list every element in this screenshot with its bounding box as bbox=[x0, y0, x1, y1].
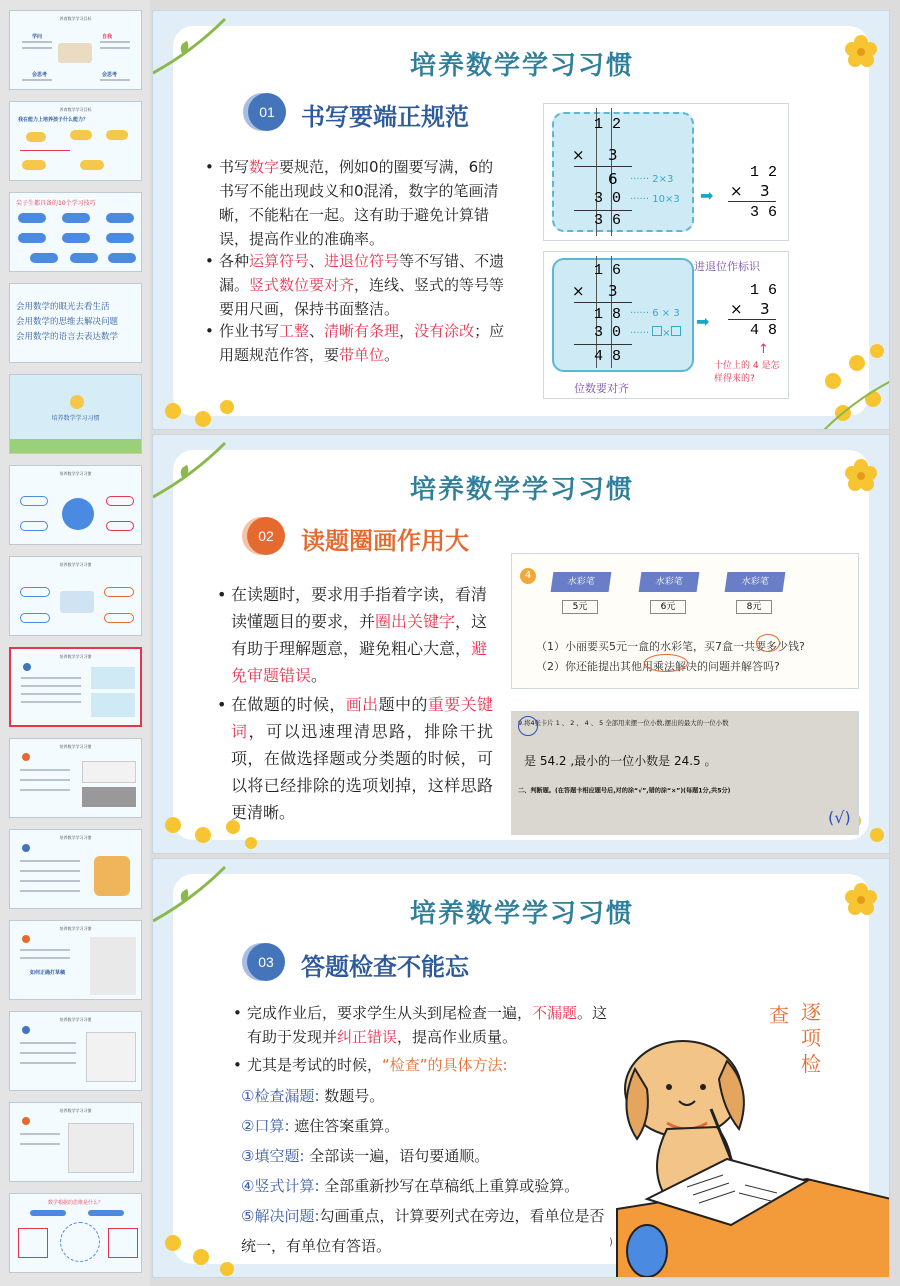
body-text: 完成作业后，要求学生从头到尾检查一遍， bbox=[247, 1004, 533, 1022]
method-item: ③填空题: 全部读一遍，语句要通顺。 bbox=[241, 1147, 490, 1165]
slide-title: 培养数学学习习惯 bbox=[409, 899, 634, 929]
calc-digit: 3 6 bbox=[750, 204, 778, 221]
check-methods-list bbox=[241, 1081, 609, 1261]
circle-mark bbox=[756, 634, 780, 652]
problem-question: （2）你还能提出其他用乘法解决的问题并解答吗? bbox=[536, 660, 780, 673]
thumb-title: 尖子生都具备的10个学习技巧 bbox=[16, 200, 96, 207]
calc-digit: 3 bbox=[608, 146, 618, 164]
section-number-badge: 01 bbox=[248, 93, 286, 131]
textbook-problem-image bbox=[511, 553, 859, 689]
body-text: 作业书写 bbox=[219, 322, 280, 340]
slide-thumbnail-3[interactable] bbox=[9, 192, 142, 272]
arrow-right-icon: ➡ bbox=[696, 312, 710, 331]
highlighted-text: 纠正错误 bbox=[337, 1028, 398, 1046]
thumb-label: 学问 bbox=[32, 34, 43, 40]
slide-2[interactable] bbox=[152, 434, 890, 854]
slide-thumbnail-1[interactable] bbox=[9, 10, 142, 90]
slide-thumbnail-5[interactable] bbox=[9, 374, 142, 454]
body-text: ， bbox=[399, 322, 415, 340]
thumb-label: 会思考 bbox=[32, 72, 48, 78]
price-tag: 6元 bbox=[650, 600, 686, 614]
thumb-label: 如何正确打草稿 bbox=[30, 970, 66, 976]
slide-thumbnail-panel bbox=[0, 0, 150, 1286]
slide-thumbnail-2[interactable] bbox=[9, 101, 142, 181]
section-number-badge: 02 bbox=[247, 517, 285, 555]
calc-digit: 1 6 bbox=[750, 282, 778, 299]
body-text: 在做题的时候， bbox=[231, 695, 346, 714]
thumb-label: 自我 bbox=[102, 34, 113, 40]
thumb-line: 会用数学的语言去表达数学 bbox=[16, 332, 119, 342]
section-heading: 读题圈画作用大 bbox=[301, 527, 469, 555]
thumb-title: 培养数学学习习惯 bbox=[59, 471, 92, 476]
highlighted-text: 竖式数位要对齐 bbox=[249, 276, 355, 294]
price-tag: 8元 bbox=[736, 600, 772, 614]
body-text: 。 bbox=[384, 346, 400, 364]
thumb-title: 培养数学学习习惯 bbox=[59, 562, 92, 567]
vertical-calc-figure-1 bbox=[543, 103, 789, 241]
problem-number: 4 bbox=[520, 568, 536, 584]
calc-digit: 3 bbox=[760, 182, 770, 200]
bullet-item: • 在读题时，要求用手指着字读，看清读懂题目的要求，并圈出关键字，这有助于理解题意，避免粗心大意，避免审题错误。 bbox=[217, 585, 488, 685]
marker-box: 水彩笔 bbox=[551, 572, 612, 592]
slide-3[interactable] bbox=[152, 858, 890, 1278]
calc-digit: 1 8 bbox=[594, 306, 622, 323]
highlighted-text: 运算符号 bbox=[249, 252, 310, 270]
bullet-item: • 作业书写工整、清晰有条理，没有涂改；应用题规范作答，要带单位。 bbox=[205, 322, 505, 364]
thumb-label: 会思考 bbox=[102, 72, 118, 78]
body-text: ；应用题规范作答，要 bbox=[219, 322, 505, 364]
thumb-label: 我在能力上培养孩子什么能力？ bbox=[18, 117, 89, 123]
method-item: ⑤解决问题:勾画重点，计算要列式在旁边，看单位是否统一，有单位有答语。 bbox=[241, 1207, 605, 1255]
body-text: ，提高作业质量。 bbox=[397, 1028, 518, 1046]
calc-operator: × bbox=[730, 182, 743, 200]
calc-note: ······ × bbox=[630, 326, 681, 339]
highlighted-text: “检查”的具体方法: bbox=[382, 1056, 508, 1074]
body-text: 、 bbox=[309, 252, 325, 270]
slide-thumbnail-12[interactable] bbox=[9, 1011, 142, 1091]
thumb-title: 培养数学学习习惯 bbox=[59, 1017, 92, 1022]
calc-note: ······ 6 × 3 bbox=[630, 308, 680, 319]
calc-digit: 4 8 bbox=[594, 348, 622, 365]
thumb-title: 培养数学学习习惯 bbox=[59, 1108, 92, 1113]
highlighted-text: 不漏题 bbox=[532, 1004, 578, 1022]
price-tag: 5元 bbox=[562, 600, 598, 614]
calc-digit: 3 0 bbox=[594, 190, 622, 207]
section-number-badge: 03 bbox=[247, 943, 285, 981]
arrow-right-icon: ➡ bbox=[700, 186, 714, 205]
flower-cluster-decoration bbox=[153, 1203, 243, 1278]
bullet-item: • 书写数字要规范，例如0的圈要写满，6的书写不能出现歧义和0混淆，数字的笔画清晰，不能粘在一起。这有助于避免计算错误，提高作业的准确率。 bbox=[205, 158, 499, 248]
calc-operator: × bbox=[572, 282, 585, 300]
body-text: 要规范，例如0的圈要写满，6的书写不能出现歧义和0混淆，数字的笔画清晰，不能粘在一起。这有助于避免计算错误，提高作业的准确率。 bbox=[219, 158, 499, 248]
body-text: 各种 bbox=[219, 252, 250, 270]
body-text: 等不写错、不遗漏。 bbox=[219, 252, 505, 294]
highlighted-text: 数字 bbox=[249, 158, 280, 176]
bullet-item: • 尤其是考试的时候，“检查”的具体方法: bbox=[233, 1056, 508, 1074]
circle-mark bbox=[644, 654, 688, 672]
photo-text-line: 是 54.2 ,最小的一位小数是 24.5 。 bbox=[524, 754, 717, 768]
thumb-title: 培养数学学习习惯 bbox=[51, 415, 100, 422]
slide-thumbnail-8-selected[interactable] bbox=[9, 647, 142, 727]
thumb-title: 养育数学学习目标 bbox=[59, 16, 92, 21]
bullet-item: • 在做题的时候，画出题中的重要关键词，可以迅速理清思路，排除干扰项，在做选择题或分类题的时候，可以将已经排除的选项划掉，这样思路更清晰。 bbox=[217, 695, 493, 822]
slide-thumbnail-14[interactable] bbox=[9, 1193, 142, 1273]
flower-cluster-decoration bbox=[813, 341, 890, 430]
thumb-title: 培养数学学习习惯 bbox=[59, 835, 92, 840]
body-text: 尤其是考试的时候， bbox=[247, 1056, 383, 1074]
slide-thumbnail-6[interactable] bbox=[9, 465, 142, 545]
calc-digit: 3 bbox=[608, 282, 618, 300]
calc-digit: 3 0 bbox=[594, 324, 622, 341]
slide-1[interactable] bbox=[152, 10, 890, 430]
calc-note: ······ 10×3 bbox=[630, 194, 680, 205]
method-item: ④竖式计算: 全部重新抄写在草稿纸上重算或验算。 bbox=[241, 1177, 580, 1195]
annotation-label: 位数要对齐 bbox=[574, 382, 629, 395]
side-label: 查 bbox=[769, 1003, 789, 1027]
side-label-vertical: 逐 项 检 bbox=[801, 1000, 821, 1076]
highlighted-text: 圈出关键字 bbox=[375, 612, 456, 631]
highlighted-text: 画出 bbox=[345, 695, 379, 714]
highlighted-text: 重要关键词 bbox=[231, 695, 493, 741]
section-heading: 答题检查不能忘 bbox=[301, 953, 469, 981]
calc-digit: 1 6 bbox=[594, 262, 622, 279]
slide-thumbnail-7[interactable] bbox=[9, 556, 142, 636]
thumb-title: 养育数学学习目标 bbox=[59, 107, 92, 112]
slide-thumbnail-4[interactable] bbox=[9, 283, 142, 363]
book-image bbox=[58, 43, 92, 63]
bullet-item: • 各种运算符号、进退位符号等不写错、不遗漏。竖式数位要对齐，连线、竖式的等号等要用尺画，保持书面整洁。 bbox=[205, 252, 505, 318]
body-text: ，连线、竖式的等号等要用尺画，保持书面整洁。 bbox=[219, 276, 505, 318]
calc-digit: 3 6 bbox=[594, 212, 622, 229]
checkmark-icon: (√) bbox=[828, 808, 851, 827]
marker-box: 水彩笔 bbox=[725, 572, 786, 592]
method-item: ①检查漏题: 数题号。 bbox=[241, 1087, 385, 1105]
problem-question: （1）小丽要买5元一盒的水彩笔，买7盒一共要多少钱? bbox=[536, 640, 805, 653]
thumb-title: 培养数学学习习惯 bbox=[59, 926, 92, 931]
arrow-up-icon: ↑ bbox=[758, 342, 769, 357]
calc-digit: 1 2 bbox=[594, 116, 622, 133]
calc-digit: 4 8 bbox=[750, 322, 778, 339]
body-text: 书写 bbox=[219, 158, 250, 176]
photo-text-line: 9.将4张卡片 1 、 2 、 4 、 5 全部用来摆一位小数,摆出的最大的一位小数 bbox=[518, 719, 729, 727]
calc-digit: 3 bbox=[760, 300, 770, 318]
annotation-label: 进退位作标识 bbox=[694, 260, 760, 273]
calc-note: ······ 2×3 bbox=[630, 174, 674, 185]
highlighted-text: 工整 bbox=[279, 322, 310, 340]
slide-thumbnail-13[interactable] bbox=[9, 1102, 142, 1182]
highlighted-text: 清晰有条理 bbox=[324, 322, 400, 340]
slide-title: 培养数学学习习惯 bbox=[409, 51, 634, 81]
photo-text-line: 二、判断题。(在答题卡相应题号后,对的涂“√”,错的涂“×”)(每题1分,共5分) bbox=[518, 787, 731, 795]
method-item: ②口算: 遮住答案重算。 bbox=[241, 1117, 400, 1135]
circle-mark bbox=[518, 716, 538, 736]
thumb-title: 数学根据的思维是什么？ bbox=[47, 1200, 103, 1206]
highlighted-text: 没有涂改 bbox=[414, 322, 475, 340]
thumb-line: 会用数学的思维去解决问题 bbox=[16, 317, 119, 327]
slide-thumbnail-9[interactable] bbox=[9, 738, 142, 818]
calc-digit: 1 2 bbox=[750, 164, 778, 181]
body-text: 。这有助于发现并 bbox=[247, 1004, 608, 1046]
section-heading: 书写要端正规范 bbox=[301, 103, 469, 131]
body-text: 。 bbox=[311, 666, 328, 685]
annotation-label: 十位上的 4 是怎样得来的? bbox=[714, 361, 780, 384]
body-text: ，可以迅速理清思路，排除干扰项，在做选择题或分类题的时候，可以将已经排除的选项划掉，这样思路更清晰。 bbox=[231, 722, 493, 822]
body-text: ，这有助于理解题意，避免粗心大意， bbox=[231, 612, 488, 658]
calc-digit: 6 bbox=[608, 170, 618, 188]
puppy-studying-illustration bbox=[607, 999, 890, 1278]
highlighted-text: 进退位符号 bbox=[324, 252, 400, 270]
calc-operator: × bbox=[730, 300, 743, 318]
body-text: 题中的 bbox=[378, 695, 428, 714]
thumb-line: 会用数学的眼光去看生活 bbox=[16, 302, 110, 312]
exam-photo bbox=[511, 711, 859, 835]
vertical-calc-figure-2 bbox=[543, 251, 789, 399]
slide-thumbnail-10[interactable] bbox=[9, 829, 142, 909]
thumb-title: 培养数学学习习惯 bbox=[59, 654, 92, 659]
thumb-title: 培养数学学习习惯 bbox=[59, 744, 92, 749]
highlighted-text: 带单位 bbox=[339, 346, 385, 364]
calc-operator: × bbox=[572, 146, 585, 164]
body-text: 在读题时，要求用手指着字读，看清读懂题目的要求，并 bbox=[231, 585, 488, 631]
bullet-item: • 完成作业后，要求学生从头到尾检查一遍，不漏题。这有助于发现并纠正错误，提高作业质量。 bbox=[233, 1004, 608, 1046]
marker-box: 水彩笔 bbox=[639, 572, 700, 592]
body-text: 、 bbox=[309, 322, 325, 340]
highlighted-text: 避免审题错误 bbox=[231, 639, 488, 685]
slide-title: 培养数学学习习惯 bbox=[409, 475, 634, 505]
page-marker: ) bbox=[609, 1237, 613, 1248]
slide-thumbnail-11[interactable] bbox=[9, 920, 142, 1000]
